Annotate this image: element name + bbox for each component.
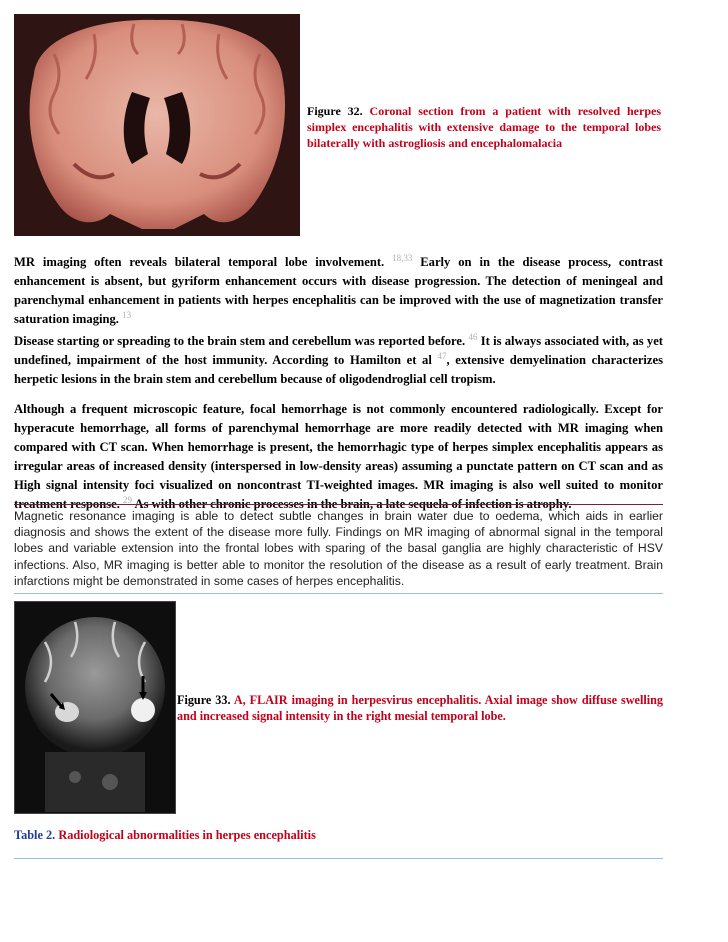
citation-ref: 13 [122,309,132,320]
paragraph-text: MR imaging often reveals bilateral temporal lobe involvement. [14,255,385,269]
figure-33-caption-text: A, FLAIR imaging in herpesvirus encephalitis. Axial image show diffuse swelling and increased signal intensity in the right mesial temporal lobe. [177,693,663,723]
paragraph-mr-imaging [14,253,663,329]
paragraph-text: As with other chronic processes in the brain, a late sequela of infection is atrophy. [134,497,572,511]
citation-ref: 29 [123,494,133,505]
paragraph-text: , extensive demyelination characterizes herpetic lesions in the brain stem and cerebellum because of oligodendroglial cell tropism. [14,353,663,386]
figure-32-caption-text: Coronal section from a patient with resolved herpes simplex encephalitis with extensive damage to the temporal lobes bilaterally with astrogliosis and encephalomalacia [307,104,662,150]
summary-box [14,504,663,594]
citation-ref: 18,33 [392,252,413,263]
paragraph-text: Early on in the disease process, contrast enhancement is absent, but gyriform enhancement occurs with disease progression. The detection of meningeal and parenchymal enhancement in patients with herpes encephalitis can be improved with the use of magnetization transfer saturation imaging. [14,255,663,326]
paragraph-text: Disease starting or spreading to the brain stem and cerebellum was reported before. [14,334,466,348]
figure-32-image [14,14,300,236]
citation-ref: 47 [437,350,447,361]
figure-33-caption [177,692,663,724]
table-2-caption-text: Radiological abnormalities in herpes encephalitis [58,828,316,842]
figure-33-label: Figure 33. [177,693,231,707]
paragraph-brain-stem [14,332,663,389]
paragraph-hemorrhage [14,400,663,514]
paragraph-text: It is always associated with, as yet undefined, impairment of the host immunity. According to Hamilton et al [14,334,663,367]
figure-33-image [14,601,176,814]
citation-ref: 46 [468,331,478,342]
summary-box-text: Magnetic resonance imaging is able to detect subtle changes in brain water due to oedema, which aids in earlier diagnosis and shows the extent of the disease more fully. Findings on MR imaging of abnormal signal in the temporal lobes and variable extension into the frontal lobes with sparing of the basal ganglia are highly characteristic of HSV infections. Also, MR imaging is better able to monitor the resolution of the disease as a result of early treatment. Brain infarctions might be demonstrated in some cases of herpes encephalitis. [14,509,663,588]
coronal-brain-section-illustration [14,14,300,236]
flair-mri-illustration [15,602,175,813]
divider [14,858,663,859]
figure-32-label: Figure 32. [307,104,363,118]
paragraph-text: Although a frequent microscopic feature, focal hemorrhage is not commonly encountered radiologically. Except for hyperacute hemorrhage, all forms of parenchymal hemorrhage are more readily detected with MR imaging when compared with CT scan. When hemorrhage is present, the hemorrhagic type of herpes simplex encephalitis appears as irregular areas of increased density (interspersed in low-density areas) assuming a punctate pattern on CT scan and as High signal intensity foci visualized on noncontrast TI-weighted images. MR imaging is also well suited to monitor treatment response. [14,402,663,511]
table-2-caption [14,828,316,843]
figure-32-caption [307,103,661,151]
table-2-label: Table 2. [14,828,56,842]
